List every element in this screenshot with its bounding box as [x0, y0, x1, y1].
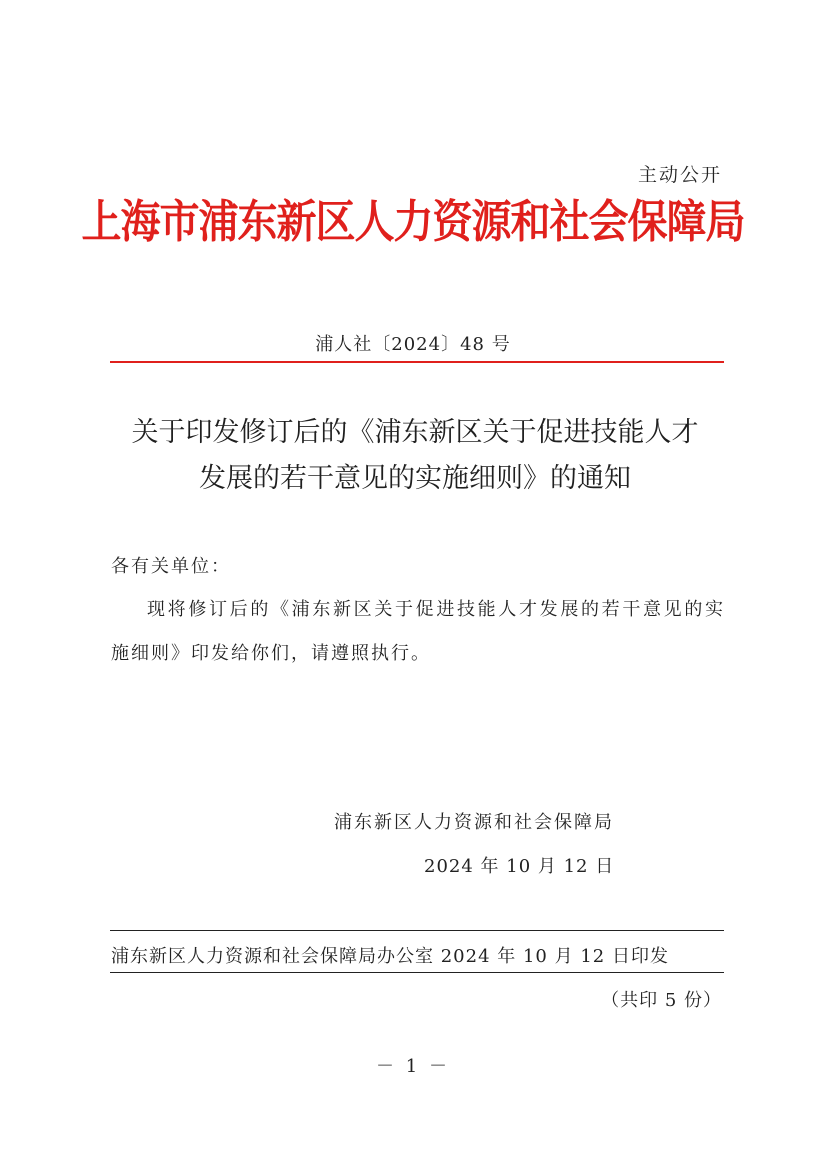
red-separator-line — [110, 361, 724, 363]
copies-note: （共印 5 份） — [601, 990, 722, 1011]
title-line-2: 发展的若干意见的实施细则》的通知 — [199, 463, 631, 494]
document-number: 浦人社〔2024〕48 号 — [315, 334, 511, 355]
page-number: － 1 － — [376, 1056, 450, 1077]
title-line-1: 关于印发修订后的《浦东新区关于促进技能人才 — [131, 417, 699, 448]
document-title — [100, 410, 730, 502]
signature-date: 2024 年 10 月 12 日 — [424, 856, 615, 877]
salutation: 各有关单位： — [111, 556, 231, 577]
footer-bottom-rule — [110, 972, 724, 973]
footer-top-rule — [110, 930, 724, 931]
issuance-line: 浦东新区人力资源和社会保障局办公室 2024 年 10 月 12 日印发 — [111, 946, 669, 967]
issuing-organization-header: 上海市浦东新区人力资源和社会保障局 — [81, 196, 745, 249]
body-paragraph: 现将修订后的《浦东新区关于促进技能人才发展的若干意见的实施细则》印发给你们，请遵照执行。 — [111, 599, 725, 664]
signature-organization: 浦东新区人力资源和社会保障局 — [334, 812, 614, 833]
disclosure-label: 主动公开 — [637, 164, 722, 186]
